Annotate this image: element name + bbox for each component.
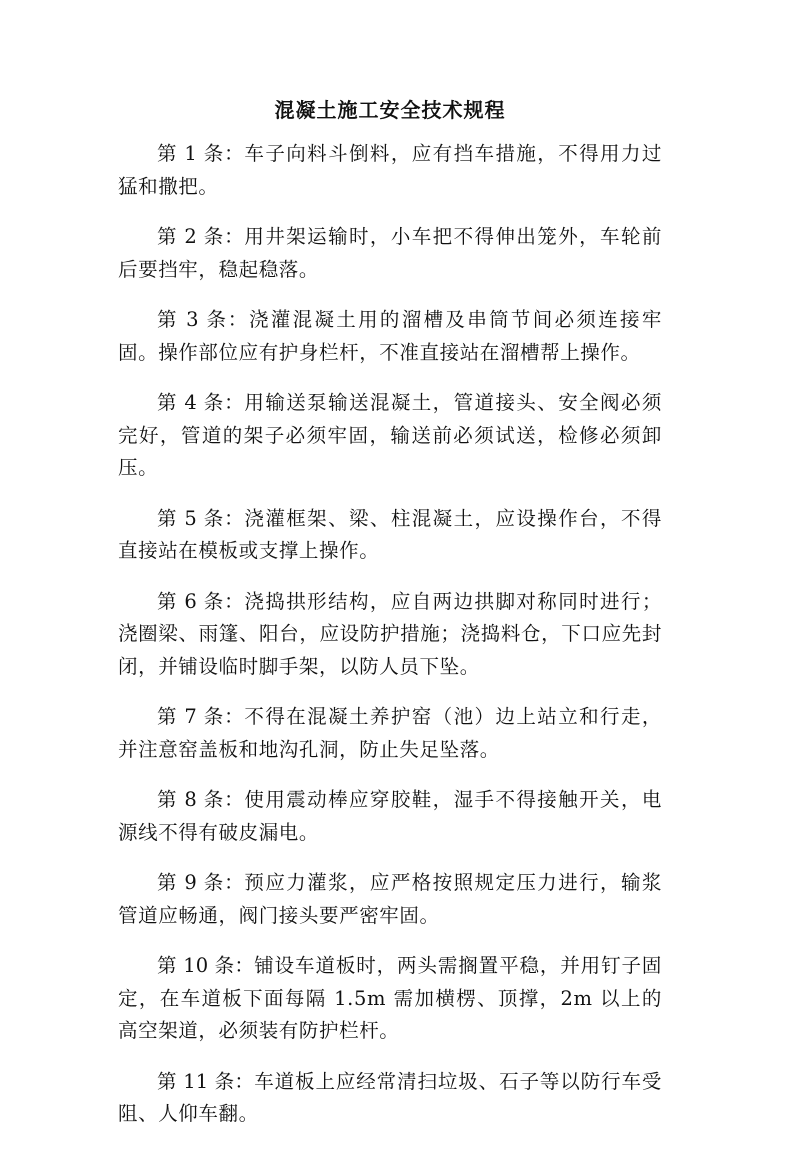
article-label: 第 2 条：	[157, 225, 245, 248]
article-text: 使用震动棒应穿胶鞋，湿手不得接触开关，电源线不得有破皮漏电。	[118, 788, 662, 844]
article-4	[118, 387, 662, 485]
article-9	[118, 867, 662, 932]
article-label: 第 11 条：	[157, 1069, 255, 1093]
article-label: 第 9 条：	[157, 871, 245, 894]
article-text: 不得在混凝土养护窑（池）边上站立和行走，并注意窑盖板和地沟孔洞，防止失足坠落。	[118, 705, 662, 761]
article-label: 第 5 条：	[157, 506, 245, 530]
article-text: 预应力灌浆，应严格按照规定压力进行，输浆管道应畅通，阀门接头要严密牢固。	[118, 871, 662, 927]
article-2	[118, 221, 662, 286]
article-text: 车道板上应经常清扫垃圾、石子等以防行车受阻、人仰车翻。	[118, 1069, 662, 1125]
article-text: 浇灌框架、梁、柱混凝土，应设操作台，不得直接站在模板或支撑上操作。	[118, 506, 662, 562]
article-5	[118, 503, 662, 568]
document-page	[118, 94, 662, 1149]
article-6	[118, 586, 662, 684]
document-title: 混凝土施工安全技术规程	[274, 98, 506, 122]
article-label: 第 8 条：	[157, 788, 245, 811]
article-7	[118, 701, 662, 766]
article-11	[118, 1066, 662, 1131]
article-10	[118, 950, 662, 1048]
article-1	[118, 138, 662, 203]
article-label: 第 10 条：	[157, 954, 255, 977]
article-3	[118, 304, 662, 369]
article-label: 第 1 条：	[157, 142, 245, 165]
article-text: 浇灌混凝土用的溜槽及串筒节间必须连接牢固。操作部位应有护身栏杆，不准直接站在溜槽帮上操作。	[118, 308, 662, 364]
article-text: 车子向料斗倒料，应有挡车措施，不得用力过猛和撒把。	[118, 142, 662, 198]
article-text: 用输送泵输送混凝土，管道接头、安全阀必须完好，管道的架子必须牢固，输送前必须试送，检修必须卸压。	[118, 391, 662, 479]
article-label: 第 3 条：	[157, 308, 249, 331]
article-label: 第 7 条：	[157, 705, 245, 728]
article-text: 用井架运输时，小车把不得伸出笼外，车轮前后要挡牢，稳起稳落。	[118, 225, 662, 281]
article-text: 铺设车道板时，两头需搁置平稳，并用钉子固定，在车道板下面每隔 1.5m 需加横楞、顶撑，2m 以上的高空架道，必须装有防护栏杆。	[118, 954, 662, 1042]
article-label: 第 4 条：	[157, 391, 245, 414]
article-label: 第 6 条：	[157, 589, 245, 613]
article-text: 浇捣拱形结构，应自两边拱脚对称同时进行；浇圈梁、雨篷、阳台，应设防护措施；浇捣料仓，下口应先封闭，并铺设临时脚手架，以防人员下坠。	[118, 589, 662, 678]
article-8	[118, 784, 662, 849]
